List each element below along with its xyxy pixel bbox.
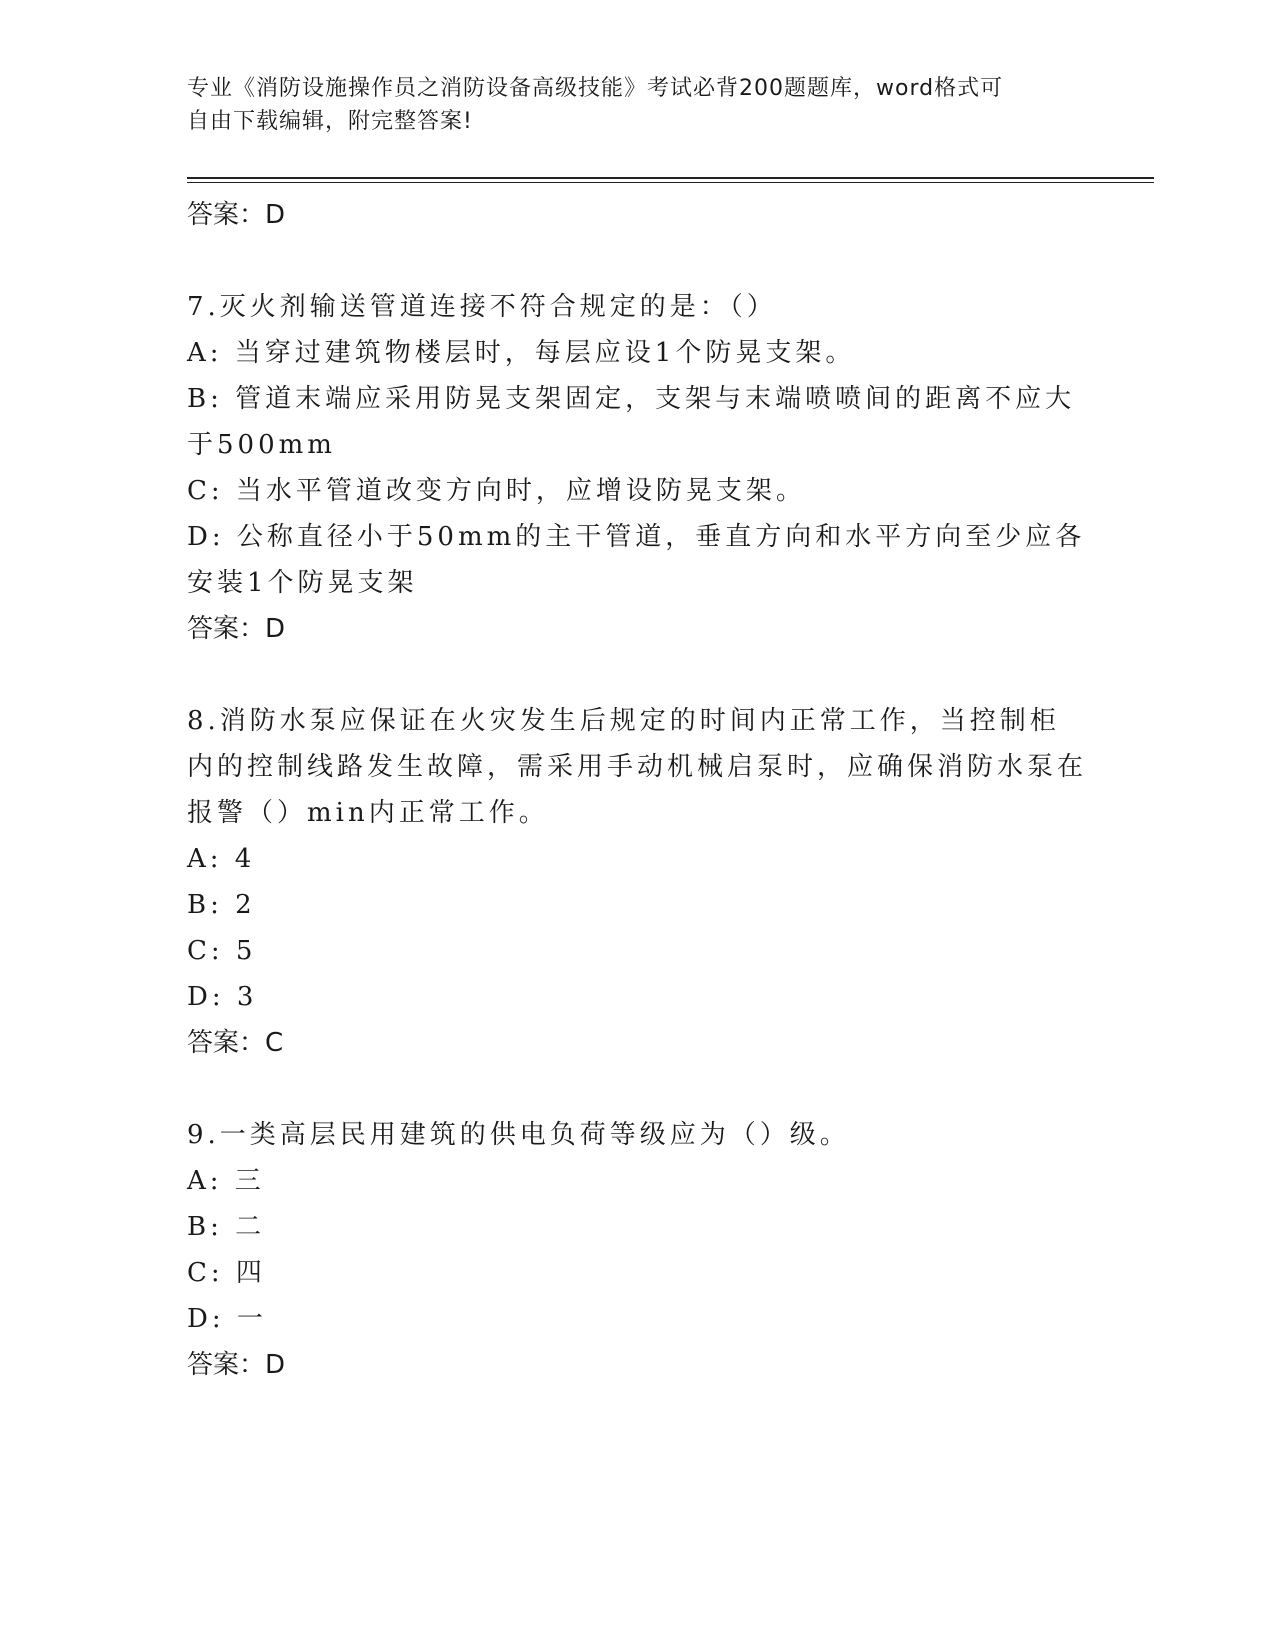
question-text: 7.灭火剂输送管道连接不符合规定的是：（） [187, 292, 777, 322]
spacer [187, 238, 1087, 284]
document-header [187, 72, 1087, 138]
answer-line: 答案：D [187, 1350, 286, 1380]
question-7 [187, 284, 1087, 652]
answer-line: 答案：D [187, 614, 286, 644]
header-rule-thin [187, 182, 1154, 183]
option-c: C: 当水平管道改变方向时，应增设防晃支架。 [187, 476, 806, 506]
spacer [187, 1066, 1087, 1112]
option-d: D: 3 [187, 982, 258, 1012]
option-b: B: 二 [187, 1212, 266, 1242]
spacer [187, 652, 1087, 698]
question-text: 8.消防水泵应保证在火灾发生后规定的时间内正常工作，当控制柜内的控制线路发生故障，需采用手动机械启泵时，应确保消防水泵在报警（）min内正常工作。 [187, 706, 1088, 828]
question-text: 9.一类高层民用建筑的供电负荷等级应为（）级。 [187, 1120, 850, 1150]
option-a: A: 4 [187, 844, 256, 874]
header-rule-thick [187, 177, 1154, 179]
question-list [187, 192, 1087, 1388]
question-9 [187, 1112, 1087, 1388]
option-d: D: 一 [187, 1304, 267, 1334]
option-c: C: 四 [187, 1258, 266, 1288]
option-b: B: 管道末端应采用防晃支架固定，支架与末端喷喷间的距离不应大于500mm [187, 384, 1076, 460]
option-b: B: 2 [187, 890, 256, 920]
option-c: C: 5 [187, 936, 257, 966]
answer-line: 答案：C [187, 1028, 284, 1058]
question-8 [187, 698, 1087, 1066]
header-line-2: 自由下载编辑，附完整答案! [187, 109, 473, 134]
option-d: D: 公称直径小于50mm的主干管道，垂直方向和水平方向至少应各安装1个防晃支架 [187, 522, 1086, 598]
header-line-1: 专业《消防设施操作员之消防设备高级技能》考试必背200题题库，word格式可 [187, 76, 1004, 101]
answer-line: 答案：D [187, 200, 286, 230]
option-a: A: 三 [187, 1166, 265, 1196]
option-a: A: 当穿过建筑物楼层时，每层应设1个防晃支架。 [187, 338, 856, 368]
